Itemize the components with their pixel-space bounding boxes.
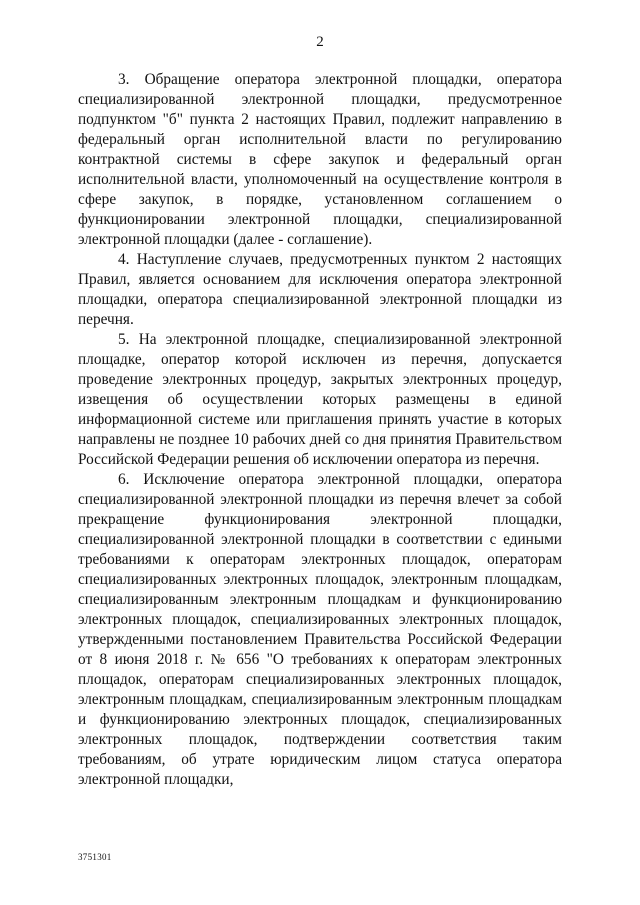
document-body	[78, 70, 562, 790]
paragraph-5: 5. На электронной площадке, специализированной электронной площадке, оператор которой исключен из перечня, допускается проведение электронных процедур, закрытых электронных процедур, извещения об осуществлении которых размещены в единой информационной системе или приглашения принять участие в которых направлены не позднее 10 рабочих дней со дня принятия Правительством Российской Федерации решения об исключении оператора из перечня.	[78, 331, 562, 468]
paragraph-3: 3. Обращение оператора электронной площадки, оператора специализированной электронной площадки, предусмотренное подпунктом "б" пункта 2 настоящих Правил, подлежит направлению в федеральный орган исполнительной власти по регулированию контрактной системы в сфере закупок и федеральный орган исполнительной власти, уполномоченный на осуществление контроля в сфере закупок, в порядке, установленном соглашением о функционировании электронной площадки, специализированной электронной площадки (далее - соглашение).	[78, 71, 562, 248]
paragraph-4: 4. Наступление случаев, предусмотренных пунктом 2 настоящих Правил, является основанием для исключения оператора электронной площадки, оператора специализированной электронной площадки из перечня.	[78, 251, 562, 328]
page-number: 2	[316, 34, 324, 50]
paragraph-6: 6. Исключение оператора электронной площадки, оператора специализированной электронной площадки из перечня влечет за собой прекращение функционирования электронной площадки, специализированной электронной площадки в соответствии с едиными требованиями к операторам электронных площадок, операторам специализированных электронных площадок, электронным площадкам, специализированным электронным площадкам и функционированию электронных площадок, специализированных электронных площадок, утвержденными постановлением Правительства Российской Федерации от 8 июня 2018 г. № 656 "О требованиях к операторам электронных площадок, операторам специализированных электронных площадок, электронным площадкам, специализированным электронным площадкам и функционированию электронных площадок, специализированных электронных площадок, подтверждении соответствия таким требованиям, об утрате юридическим лицом статуса оператора электронной площадки,	[78, 471, 562, 788]
document-code: 3751301	[78, 852, 112, 862]
